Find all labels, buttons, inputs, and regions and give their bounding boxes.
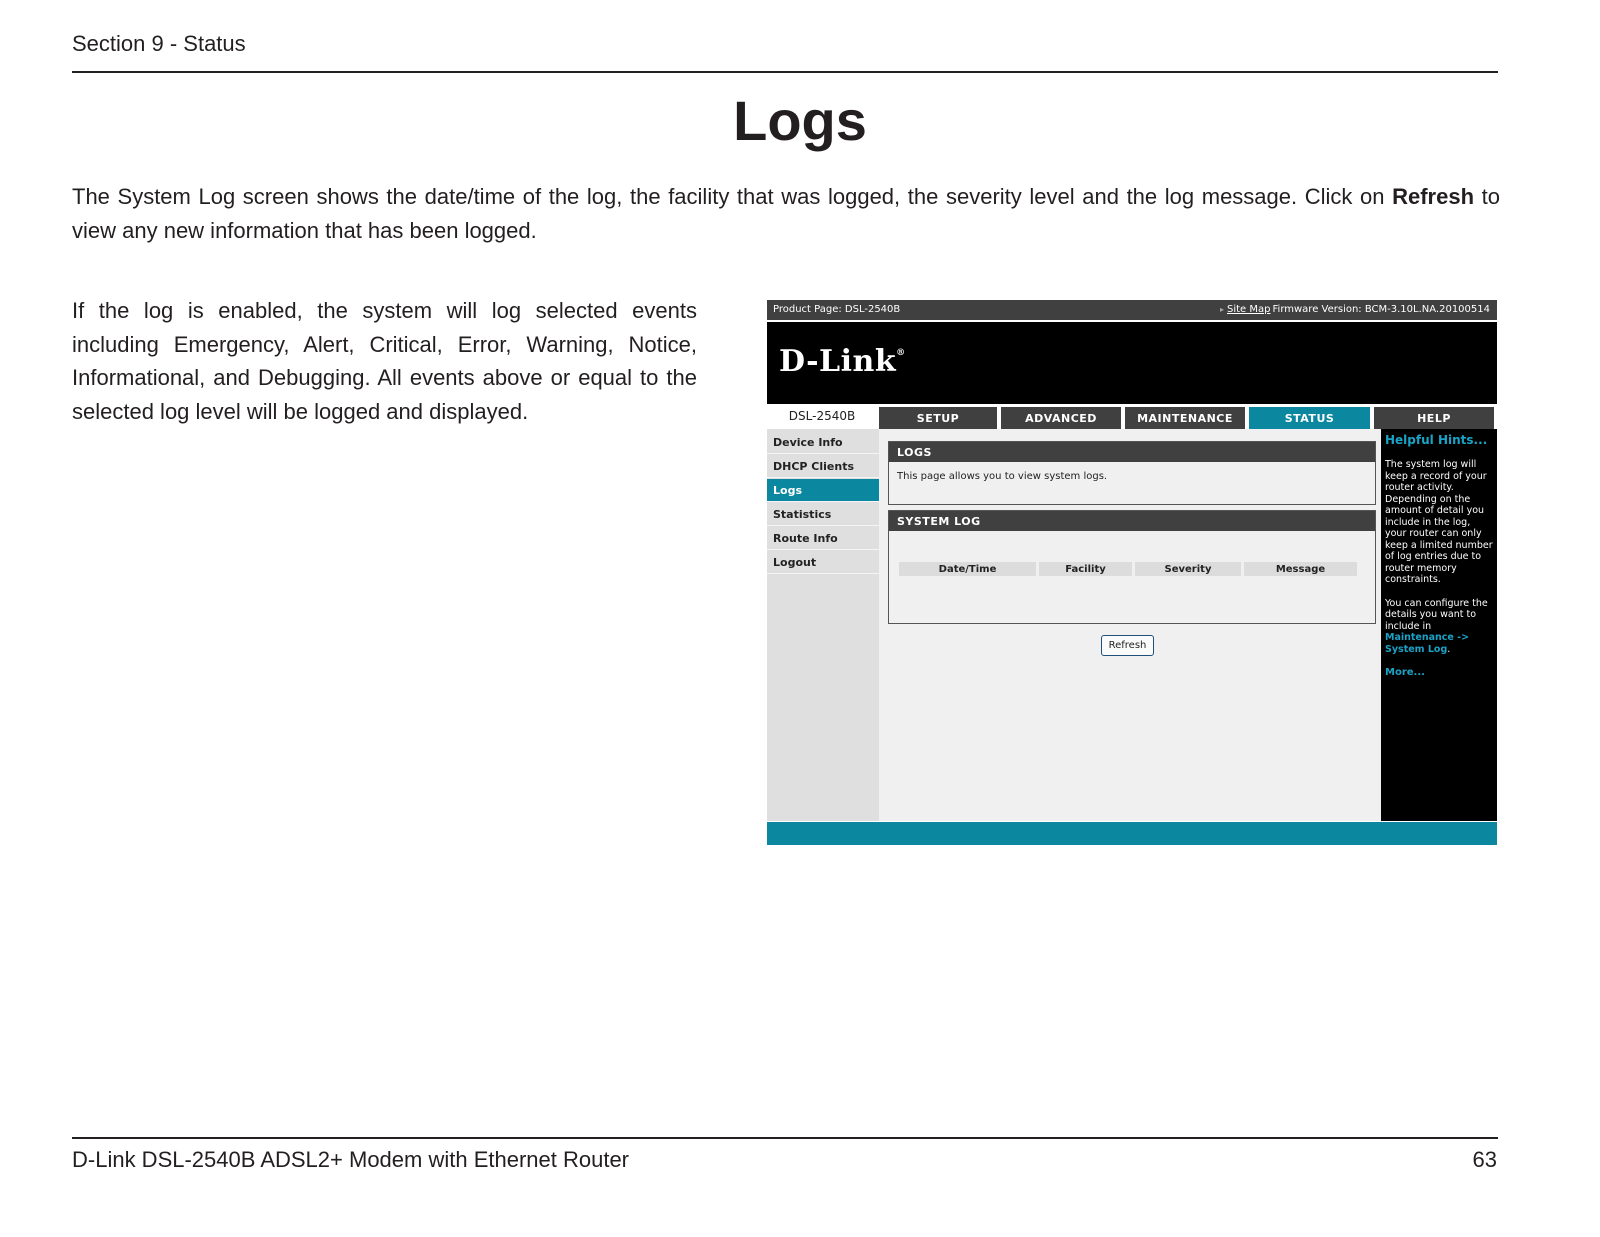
column-message: Message bbox=[1244, 562, 1357, 576]
section-label: Section 9 - Status bbox=[72, 31, 246, 56]
firmware-version: Firmware Version: BCM-3.10L.NA.20100514 bbox=[1272, 304, 1490, 315]
arrow-right-icon: ▸ bbox=[1220, 305, 1225, 314]
intro-refresh-bold: Refresh bbox=[1392, 184, 1475, 209]
router-sidebar bbox=[767, 429, 879, 821]
system-log-title: SYSTEM LOG bbox=[889, 511, 1375, 531]
sidebar-item-logs[interactable]: Logs bbox=[767, 479, 879, 502]
maintenance-system-log-link[interactable]: Maintenance -> System Log bbox=[1385, 632, 1470, 655]
dlink-logo: D-Link® bbox=[779, 344, 906, 379]
column-date-time: Date/Time bbox=[899, 562, 1036, 576]
tab-status[interactable]: STATUS bbox=[1249, 407, 1370, 429]
tab-setup[interactable]: SETUP bbox=[879, 407, 997, 429]
helpful-hints-panel bbox=[1381, 429, 1497, 821]
router-nav bbox=[767, 405, 1497, 429]
logs-box-text: This page allows you to view system logs. bbox=[897, 471, 1108, 482]
hints-paragraph-2: You can configure the details you want to include in Maintenance -> System Log. bbox=[1385, 597, 1488, 655]
page-number: 63 bbox=[1472, 1147, 1497, 1172]
tab-help[interactable]: HELP bbox=[1374, 407, 1494, 429]
footer-product-name: D-Link DSL-2540B ADSL2+ Modem with Ethernet Router bbox=[72, 1147, 630, 1172]
router-screenshot bbox=[767, 300, 1497, 845]
router-main-content bbox=[879, 429, 1381, 821]
system-log-box bbox=[888, 510, 1376, 624]
intro-text-start: The System Log screen shows the date/time of the log, the facility that was logged, the severity level and the log message. Click on bbox=[72, 184, 1393, 209]
column-facility: Facility bbox=[1039, 562, 1132, 576]
tab-advanced[interactable]: ADVANCED bbox=[1001, 407, 1121, 429]
logs-box-title: LOGS bbox=[889, 442, 1375, 462]
router-topbar bbox=[767, 300, 1497, 320]
model-label: DSL-2540B bbox=[767, 405, 877, 429]
logs-box bbox=[888, 441, 1376, 505]
sidebar-item-statistics[interactable]: Statistics bbox=[767, 503, 879, 526]
log-description: If the log is enabled, the system will log selected events including Emergency, Alert, Critical, Error, Warning, Notice, Informational, and Debugging. All events above or equal to the selected log level will be logged and displayed. bbox=[72, 298, 697, 424]
sidebar-item-device-info[interactable]: Device Info bbox=[767, 431, 879, 454]
hints-title: Helpful Hints... bbox=[1385, 433, 1488, 447]
sidebar-item-logout[interactable]: Logout bbox=[767, 551, 879, 574]
intro-text-end: to view any new information that has been logged. bbox=[72, 184, 1500, 243]
log-table-header bbox=[899, 562, 1357, 576]
sidebar-item-dhcp-clients[interactable]: DHCP Clients bbox=[767, 455, 879, 478]
product-page-label: Product Page: DSL-2540B bbox=[773, 304, 901, 315]
router-banner bbox=[767, 322, 1497, 404]
site-map-link[interactable]: Site Map bbox=[1227, 304, 1271, 315]
tab-maintenance[interactable]: MAINTENANCE bbox=[1125, 407, 1245, 429]
footer-divider bbox=[72, 1137, 1498, 1139]
header-divider bbox=[72, 71, 1498, 73]
column-severity: Severity bbox=[1135, 562, 1241, 576]
router-footer-bar bbox=[767, 822, 1497, 845]
hints-paragraph-1: The system log will keep a record of your router activity. Depending on the amount of detail you include in the log, your router can only keep a limited number of log entries due to router memory constraints. bbox=[1385, 459, 1493, 585]
sidebar-item-route-info[interactable]: Route Info bbox=[767, 527, 879, 550]
page-title: Logs bbox=[733, 89, 867, 152]
more-link[interactable]: More... bbox=[1385, 667, 1425, 678]
intro-paragraph bbox=[72, 180, 1500, 248]
refresh-button[interactable]: Refresh bbox=[1101, 635, 1154, 656]
